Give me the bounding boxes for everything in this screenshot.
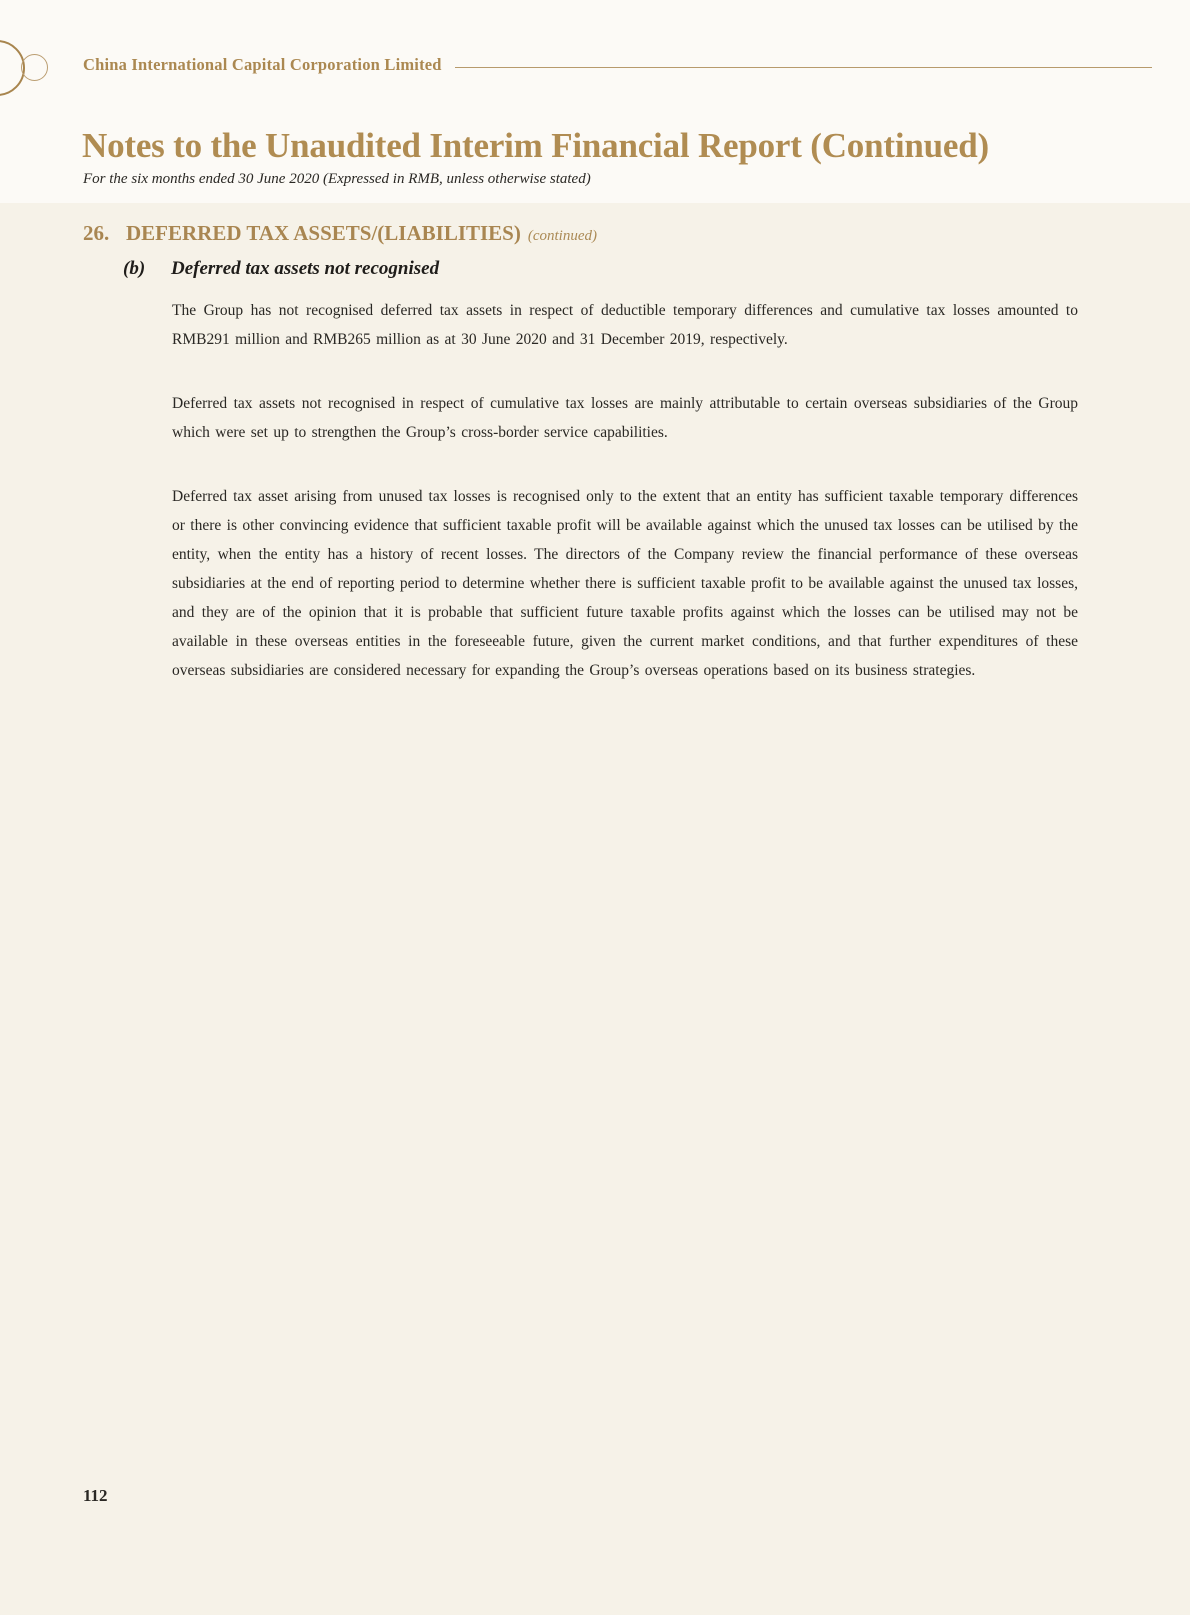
body-text [172,296,1078,720]
section-heading [83,221,597,246]
header-rule-divider [455,67,1152,68]
section-number: 26. [83,221,110,245]
company-name: China International Capital Corporation Limited [83,55,442,74]
subsection-heading [123,258,439,280]
logo-circle-small-icon [21,54,48,81]
subsection-title: Deferred tax assets not recognised [171,258,440,279]
paragraph-3: Deferred tax asset arising from unused tax losses is recognised only to the extent that an entity has sufficient taxable temporary differences or there is other convincing evidence that sufficient taxable profit will be available against which the unused tax losses can be utilised by the entity, when the entity has a history of recent losses. The directors of the Company review the financial performance of these overseas subsidiaries at the end of reporting period to determine whether there is sufficient taxable profit to be available against the unused tax losses, and they are of the opinion that it is probable that sufficient future taxable profits against which the losses can be utilised may not be available in these overseas entities in the foreseeable future, given the current market conditions, and that further expenditures of these overseas subsidiaries are considered necessary for expanding the Group’s overseas operations based on its business strategies. [172,488,1078,679]
paragraph-1: The Group has not recognised deferred tax assets in respect of deductible temporary differences and cumulative tax losses amounted to RMB291 million and RMB265 million as at 30 June 2020 and 31 December 2019, respectively. [172,302,1078,348]
subsection-label: (b) [123,258,146,279]
cicc-logo-icon [0,0,70,120]
section-continued-label: (continued) [527,228,597,244]
page-title: Notes to the Unaudited Interim Financial Report (Continued) [82,126,989,166]
paragraph-2: Deferred tax assets not recognised in respect of cumulative tax losses are mainly attributable to certain overseas subsidiaries of the Group which were set up to strengthen the Group’s cross-border service capabilities. [172,395,1078,441]
section-title: DEFERRED TAX ASSETS/(LIABILITIES) [126,221,521,245]
page-subtitle: For the six months ended 30 June 2020 (Expressed in RMB, unless otherwise stated) [83,171,591,187]
page-number: 112 [83,1486,108,1505]
